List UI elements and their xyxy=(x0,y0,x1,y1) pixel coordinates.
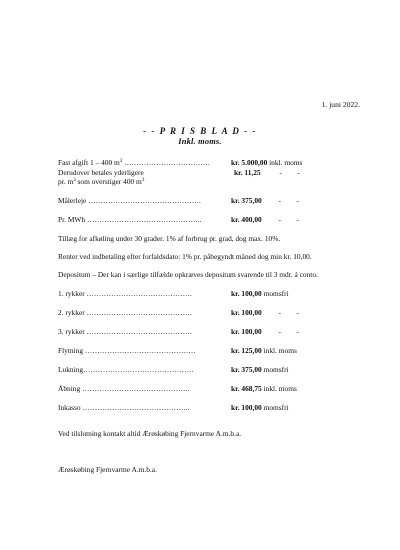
additional-fee-desc-b: som overstiger 400 m xyxy=(75,177,142,186)
additional-fee-desc-sup2: 3 xyxy=(141,178,145,183)
reminder-3-amount: kr. 100,00 xyxy=(231,327,262,336)
opening-fee-row xyxy=(58,384,297,394)
reminder-2-dash-1: - xyxy=(278,308,281,317)
reminder-1-label: 1. rykker ……………………………………. xyxy=(58,289,192,298)
fixed-fee-amount: kr. 5.000,00 xyxy=(231,158,268,167)
collection-fee-row xyxy=(58,403,289,413)
reminder-2-dash-2: - xyxy=(296,308,299,317)
interest-text: Renter ved indbetaling efter forfaldsdato: 1% pr. påbegyndt måned dog min kr. 10,00. xyxy=(58,252,312,261)
mwh-price-amount: kr. 400,00 xyxy=(231,215,262,224)
additional-fee-desc-a: pr. m xyxy=(58,177,74,186)
fixed-fee-sup: 3 xyxy=(119,159,123,164)
fixed-fee-row xyxy=(58,158,303,168)
additional-fee-desc-sup1: 3 xyxy=(73,178,76,183)
mwh-price-label: Pr. MWh ……………………………………….. xyxy=(58,215,202,224)
meter-rent-label: Målerleje ………………………………………. xyxy=(58,196,201,205)
additional-fee-label: Derudover betales yderligere xyxy=(58,168,144,177)
closing-fee-row xyxy=(58,365,289,375)
mwh-price-row xyxy=(58,215,299,225)
closing-fee-note: momsfri xyxy=(261,365,289,374)
reminder-1-row xyxy=(58,289,289,299)
cooling-surcharge-text: Tillæg for afkøling under 30 grader. 1% af forbrug pr. grad, dog max. 10%. xyxy=(58,234,281,243)
additional-fee-dash-1: - xyxy=(279,168,282,177)
reminder-3-dash-2: - xyxy=(296,327,299,336)
moving-fee-amount: kr. 125,00 xyxy=(231,346,262,355)
opening-fee-label: Åbning …………………………………….. xyxy=(58,384,190,393)
meter-rent-dash-2: - xyxy=(296,196,299,205)
contact-text: Ved tilslutning kontakt altid Ærøskøbing Fjernvarme A.m.b.a. xyxy=(58,429,242,438)
collection-fee-note: momsfri xyxy=(261,403,289,412)
meter-rent-amount: kr. 375,00 xyxy=(231,196,262,205)
additional-fee-amount: kr. 11,25 xyxy=(234,168,261,177)
opening-fee-note: inkl. moms xyxy=(261,384,297,393)
mwh-price-dash-1: - xyxy=(278,215,281,224)
reminder-2-amount: kr. 100,00 xyxy=(231,308,262,317)
deposit-text: Depositum – Der kan i særlige tilfælde opkræves depositum svarende til 3 mdr. á conto. xyxy=(58,270,318,279)
reminder-2-row xyxy=(58,308,299,318)
subtitle-text: Inkl. moms. xyxy=(178,136,222,146)
closing-fee-label: Lukning……………………………………… xyxy=(58,365,194,374)
collection-fee-label: Inkasso …………………………………….. xyxy=(58,403,190,412)
meter-rent-row xyxy=(58,196,299,206)
signature-text: Ærøskøbing Fjernvarme A.m.b.a. xyxy=(58,465,157,474)
collection-fee-amount: kr. 100,00 xyxy=(231,403,262,412)
reminder-3-row xyxy=(58,327,299,337)
mwh-price-dash-2: - xyxy=(296,215,299,224)
closing-fee-amount: kr. 375,00 xyxy=(231,365,262,374)
fixed-fee-label: Fast afgift 1 – 400 m xyxy=(58,158,120,167)
moving-fee-label: Flytning ……………………………………… xyxy=(58,346,196,355)
title-text: - - P R I S B L A D - - xyxy=(143,126,257,136)
additional-fee-dash-2: - xyxy=(297,168,300,177)
document-date: 1. juni 2022. xyxy=(321,100,360,109)
fixed-fee-dots: …………………………….. xyxy=(122,158,210,167)
reminder-1-amount: kr. 100,00 xyxy=(231,289,262,298)
reminder-3-dash-1: - xyxy=(278,327,281,336)
opening-fee-amount: kr. 468,75 xyxy=(231,384,262,393)
reminder-1-note: momsfri xyxy=(261,289,289,298)
fixed-fee-note: inkl. moms xyxy=(267,158,303,167)
additional-fee-desc xyxy=(58,178,144,187)
moving-fee-note: inkl. moms xyxy=(261,346,297,355)
document-title xyxy=(0,127,400,146)
moving-fee-row xyxy=(58,346,297,356)
meter-rent-dash-1: - xyxy=(278,196,281,205)
reminder-3-label: 3. rykker ……………………………………. xyxy=(58,327,192,336)
reminder-2-label: 2. rykker ……………………………………. xyxy=(58,308,192,317)
